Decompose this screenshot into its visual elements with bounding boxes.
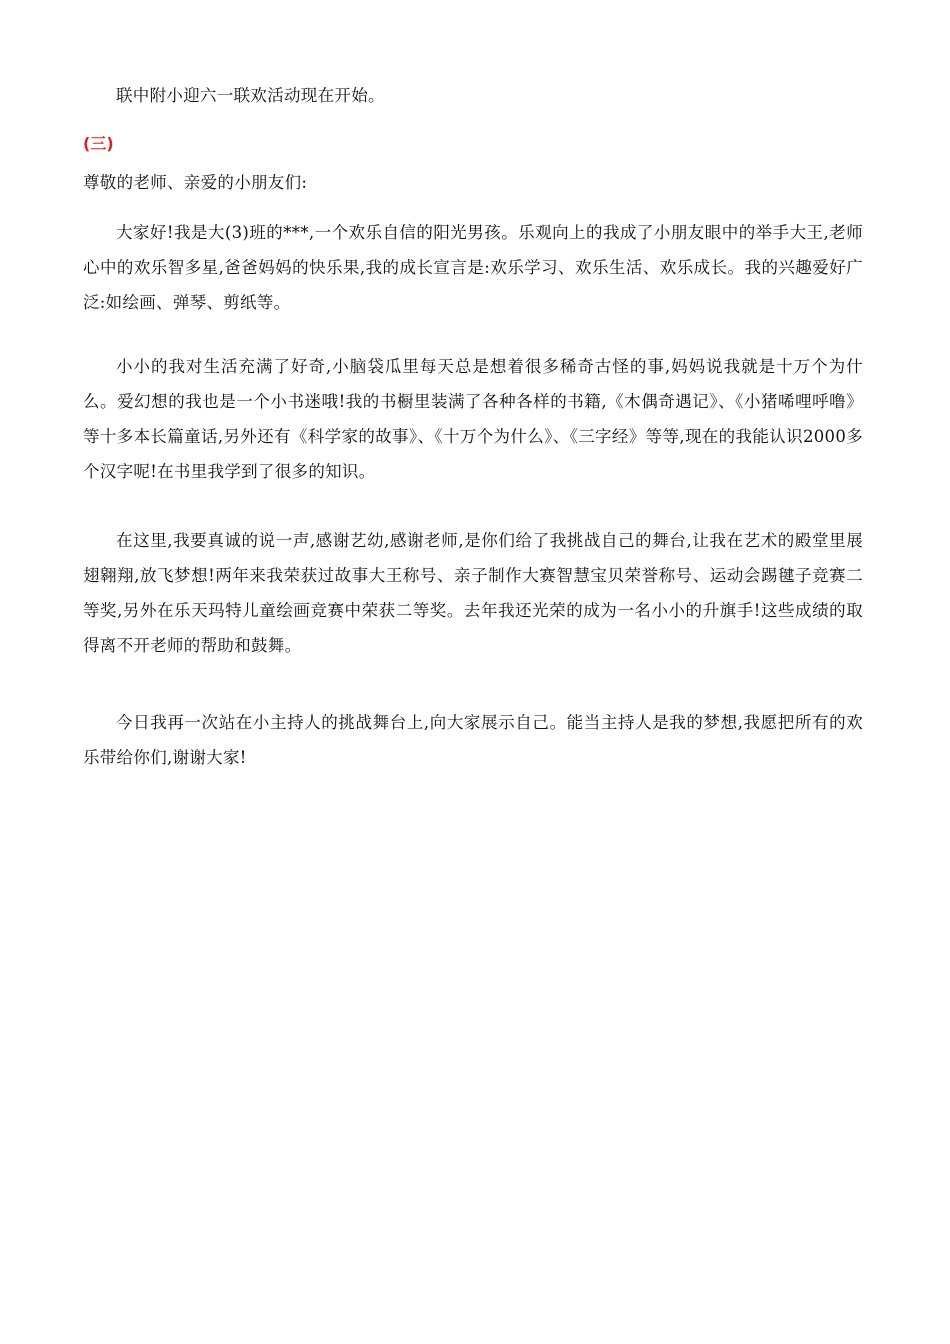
opening-line: 联中附小迎六一联欢活动现在开始。: [116, 86, 385, 105]
paragraph-intro: 大家好!我是大(3)班的***,一个欢乐自信的阳光男孩。乐观向上的我成了小朋友眼中的举手大王,老师心中的欢乐智多星,爸爸妈妈的快乐果,我的成长宣言是:欢乐学习、欢乐生活、欢乐成长。我的兴趣爱好广泛:如绘画、弹琴、剪纸等。: [83, 223, 863, 312]
salutation: 尊敬的老师、亲爱的小朋友们:: [83, 173, 308, 192]
paragraph-closing: 今日我再一次站在小主持人的挑战舞台上,向大家展示自己。能当主持人是我的梦想,我愿把所有的欢乐带给你们,谢谢大家!: [83, 713, 863, 767]
paragraph-reading: 小小的我对生活充满了好奇,小脑袋瓜里每天总是想着很多稀奇古怪的事,妈妈说我就是十万个为什么。爱幻想的我也是一个小书迷哦!我的书橱里装满了各种各样的书籍,《木偶奇遇记》、《小猪唏哩呼噜》等十多本长篇童话,另外还有《科学家的故事》、《十万个为什么》、《三字经》等等,现在的我能认识2000多个汉字呢!在书里我学到了很多的知识。: [83, 357, 863, 481]
paragraph-thanks: 在这里,我要真诚的说一声,感谢艺幼,感谢老师,是你们给了我挑战自己的舞台,让我在艺术的殿堂里展翅翱翔,放飞梦想!两年来我荣获过故事大王称号、亲子制作大赛智慧宝贝荣誉称号、运动会踢毽子竞赛二等奖,另外在乐天玛特儿童绘画竞赛中荣获二等奖。去年我还光荣的成为一名小小的升旗手!这些成绩的取得离不开老师的帮助和鼓舞。: [83, 531, 863, 655]
section-marker: (三): [83, 134, 114, 153]
